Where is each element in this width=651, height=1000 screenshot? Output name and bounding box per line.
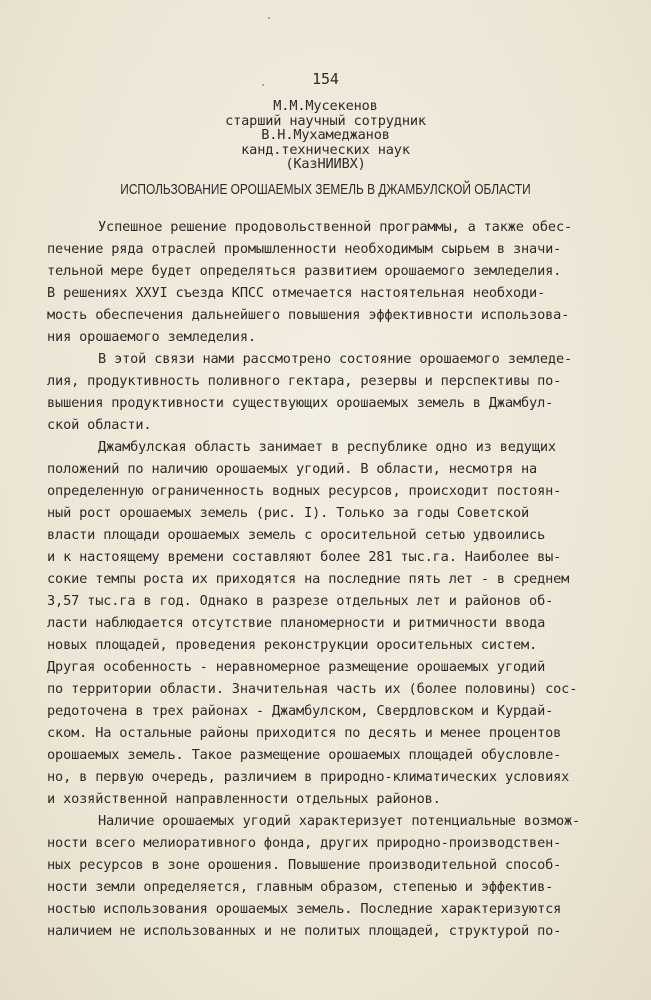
body-line: Наличие орошаемых угодий характеризует потенциальные возмож- — [98, 813, 581, 829]
body-line: ности земли определяется, главным образом, степенью и эффектив- — [47, 879, 554, 895]
body-line: вышения продуктивности существующих орошаемых земель в Джамбул- — [47, 395, 554, 411]
body-line: и хозяйственной направленности отдельных районов. — [47, 791, 441, 807]
body-line: сокие темпы роста их приходятся на последние пять лет - в среднем — [47, 571, 570, 587]
paper-speck — [268, 17, 270, 19]
body-line: редоточена в трех районах - Джамбулском, Свердловском и Курдай- — [47, 703, 554, 719]
body-line: положений по наличию орошаемых угодий. В области, несмотря на — [47, 461, 538, 477]
body-line: Джамбулская область занимает в республике одно из ведущих — [98, 439, 556, 455]
body-line: Другая особенность - неравномерное размещение орошаемых угодий — [47, 659, 546, 675]
body-line: и к настоящему времени составляют более 281 тыс.га. Наиболее вы- — [47, 549, 562, 565]
body-line: по территории области. Значительная часть их (более половины) сос- — [47, 681, 578, 697]
body-line: ском. На остальные районы приходится по десять и менее процентов — [47, 725, 562, 741]
author-2-name: В.Н.Мухамеджанов — [261, 127, 390, 143]
body-line: власти площади орошаемых земель с оросительной сетью удвоились — [47, 527, 546, 543]
body-line: новых площадей, проведения реконструкции оросительных систем. — [47, 637, 538, 653]
body-line: ностью использования орошаемых земель. Последние характеризуются — [47, 901, 562, 917]
body-line: Успешное решение продовольственной программы, а также обес- — [98, 219, 573, 235]
body-line: определенную ограниченность водных ресурсов, происходит постоян- — [47, 483, 562, 499]
body-line: ности всего мелиоративного фонда, других природно-производствен- — [47, 835, 562, 851]
body-line: ный рост орошаемых земель (рис. I). Только за годы Советской — [47, 505, 530, 521]
body-line: наличием не использованных и не политых площадей, структурой по- — [47, 923, 562, 939]
body-line: ния орошаемого земледелия. — [47, 329, 256, 345]
author-2-title: канд.технических наук — [241, 142, 410, 158]
body-line: орошаемых земель. Такое размещение орошаемых площадей обусловле- — [47, 747, 562, 763]
body-line: но, в первую очередь, различием в природно-климатических условиях — [47, 769, 570, 785]
body-line: 3,57 тыс.га в год. Однако в разрезе отдельных лет и районов об- — [47, 593, 554, 609]
body-line: лия, продуктивность поливного гектара, резервы и перспективы по- — [47, 373, 562, 389]
body-line: В решениях ХХУI съезда КПСС отмечается настоятельная необходи- — [47, 285, 546, 301]
paper-title: ИСПОЛЬЗОВАНИЕ ОРОШАЕМЫХ ЗЕМЕЛЬ В ДЖАМБУЛСКОЙ ОБЛАСТИ — [120, 182, 531, 198]
body-line: мость обеспечения дальнейшего повышения эффективности использова- — [47, 307, 570, 323]
author-1-title: старший научный сотрудник — [225, 113, 426, 129]
page-number: 154 — [312, 70, 339, 88]
body-line: ласти наблюдается отсутствие планомерности и ритмичности ввода — [47, 615, 546, 631]
body-line: В этой связи нами рассмотрено состояние орошаемого земледе- — [98, 351, 573, 367]
body-line: ных ресурсов в зоне орошения. Повышение производительной способ- — [47, 857, 562, 873]
author-institution: (КазНИИВХ) — [285, 156, 366, 172]
body-line: ской области. — [47, 417, 152, 433]
body-line: печение ряда отраслей промышленности необходимым сырьем в значи- — [47, 241, 562, 257]
body-line: тельной мере будет определяться развитием орошаемого земледелия. — [47, 263, 562, 279]
author-1-name: М.М.Мусекенов — [273, 98, 378, 114]
